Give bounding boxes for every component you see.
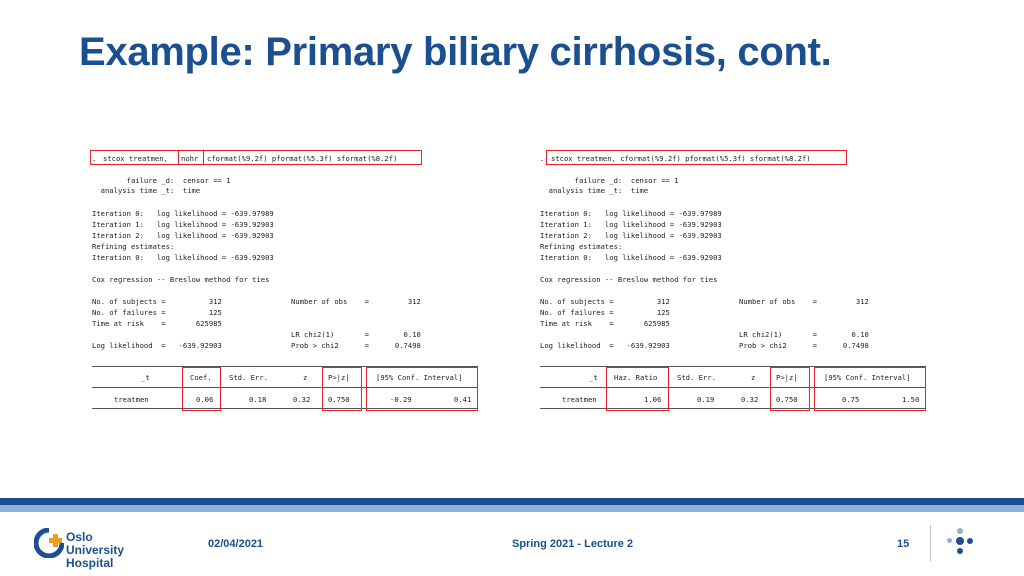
cell-z: 0.32 (741, 395, 759, 404)
highlight-nohr (178, 150, 204, 165)
cell-ci-lower: -0.29 (390, 395, 412, 404)
row-treatmen: treatmen (114, 395, 149, 404)
footer-bar-dark (0, 498, 1024, 505)
highlight-format-left (203, 150, 422, 165)
highlight-p-column (322, 367, 362, 411)
refining-estimates: Refining estimates: (92, 242, 175, 251)
refining-estimates: Refining estimates: (540, 242, 623, 251)
iteration-1: Iteration 1: log likelihood = -639.92903 (92, 220, 274, 229)
stats-line-3: Time at risk = 625985 (92, 319, 222, 328)
stats-line-2: No. of failures = 125 (92, 308, 222, 317)
hospital-logo-icon (34, 528, 64, 558)
command-format-options: cformat(%9.2f) pformat(%5.3f) sformat(%8.2f) (207, 154, 398, 163)
cell-ci-lower: 0.75 (842, 395, 860, 404)
command-full: stcox treatmen, cformat(%9.2f) pformat(%5.3f) sformat(%8.2f) (551, 154, 811, 163)
dot (956, 537, 964, 545)
highlight-command-right (546, 150, 847, 165)
setup-analysis-time: analysis time _t: time (540, 186, 649, 195)
dot (947, 538, 952, 543)
header-std-err: Std. Err. (677, 373, 716, 382)
row-treatmen: treatmen (562, 395, 597, 404)
cell-haz-ratio: 1.06 (644, 395, 662, 404)
footer-divider (930, 525, 931, 561)
stats-line-4: LR chi2(1) = 0.10 (540, 330, 869, 339)
cell-z: 0.32 (293, 395, 311, 404)
slide-title: Example: Primary biliary cirrhosis, cont. (79, 30, 832, 74)
stats-line-3: Time at risk = 625985 (540, 319, 670, 328)
footer-date: 02/04/2021 (208, 538, 264, 550)
stata-output-right (540, 150, 940, 415)
highlight-coef-column (182, 367, 221, 411)
setup-failure: failure _d: censor == 1 (540, 176, 679, 185)
logo-text-university-hospital: University Hospital (66, 543, 125, 570)
setup-failure: failure _d: censor == 1 (92, 176, 231, 185)
cell-p: 0.750 (776, 395, 798, 404)
dot (957, 528, 963, 534)
stats-line-2: No. of failures = 125 (540, 308, 670, 317)
stats-line-5: Log likelihood = -639.92903 Prob > chi2 = 0.7498 (92, 341, 421, 350)
setup-analysis-time: analysis time _t: time (92, 186, 201, 195)
highlight-ci-column (814, 367, 926, 411)
cell-ci-upper: 0.41 (454, 395, 472, 404)
iteration-final: Iteration 0: log likelihood = -639.92903 (540, 253, 722, 262)
dot (957, 548, 963, 554)
cell-std-err: 0.19 (697, 395, 715, 404)
hospital-logo (34, 528, 174, 570)
iteration-2: Iteration 2: log likelihood = -639.92903 (540, 231, 722, 240)
stats-line-1: No. of subjects = 312 Number of obs = 312 (540, 297, 869, 306)
header-p: P>|z| (776, 373, 798, 382)
stats-line-5: Log likelihood = -639.92903 Prob > chi2 = 0.7498 (540, 341, 869, 350)
logo-text-oslo: Oslo (66, 530, 93, 544)
highlight-haz-ratio-column (606, 367, 669, 411)
command-prefix: . (540, 154, 549, 163)
header-coef: Coef. (190, 373, 212, 382)
header-z: z (303, 373, 308, 382)
iteration-0: Iteration 0: log likelihood = -639.97989 (92, 209, 274, 218)
cell-coef: 0.06 (196, 395, 214, 404)
model-description: Cox regression -- Breslow method for ties (540, 275, 718, 284)
header-t: _t (589, 373, 598, 382)
footer-bar-light (0, 505, 1024, 512)
iteration-final: Iteration 0: log likelihood = -639.92903 (92, 253, 274, 262)
cell-ci-upper: 1.50 (902, 395, 920, 404)
footer-course: Spring 2021 - Lecture 2 (512, 538, 634, 550)
stats-line-1: No. of subjects = 312 Number of obs = 312 (92, 297, 421, 306)
iteration-0: Iteration 0: log likelihood = -639.97989 (540, 209, 722, 218)
cell-p: 0.750 (328, 395, 350, 404)
page-number: 15 (897, 538, 910, 550)
header-t: _t (141, 373, 150, 382)
header-std-err: Std. Err. (229, 373, 268, 382)
stats-line-4: LR chi2(1) = 0.10 (92, 330, 421, 339)
highlight-command-left (90, 150, 179, 165)
command-prefix: . (92, 154, 101, 163)
dot (967, 538, 973, 544)
cell-std-err: 0.18 (249, 395, 267, 404)
header-p: P>|z| (328, 373, 350, 382)
iteration-2: Iteration 2: log likelihood = -639.92903 (92, 231, 274, 240)
dots-logo-icon (946, 528, 976, 558)
stata-output-left (92, 150, 492, 415)
highlight-p-column (770, 367, 810, 411)
iteration-1: Iteration 1: log likelihood = -639.92903 (540, 220, 722, 229)
header-ci: [95% Conf. Interval] (376, 373, 463, 382)
command-nohr-option: nohr (181, 154, 199, 163)
header-z: z (751, 373, 756, 382)
header-haz-ratio: Haz. Ratio (614, 373, 658, 382)
header-ci: [95% Conf. Interval] (824, 373, 911, 382)
highlight-ci-column (366, 367, 478, 411)
command-stcox: stcox treatmen, (103, 154, 168, 163)
model-description: Cox regression -- Breslow method for ties (92, 275, 270, 284)
